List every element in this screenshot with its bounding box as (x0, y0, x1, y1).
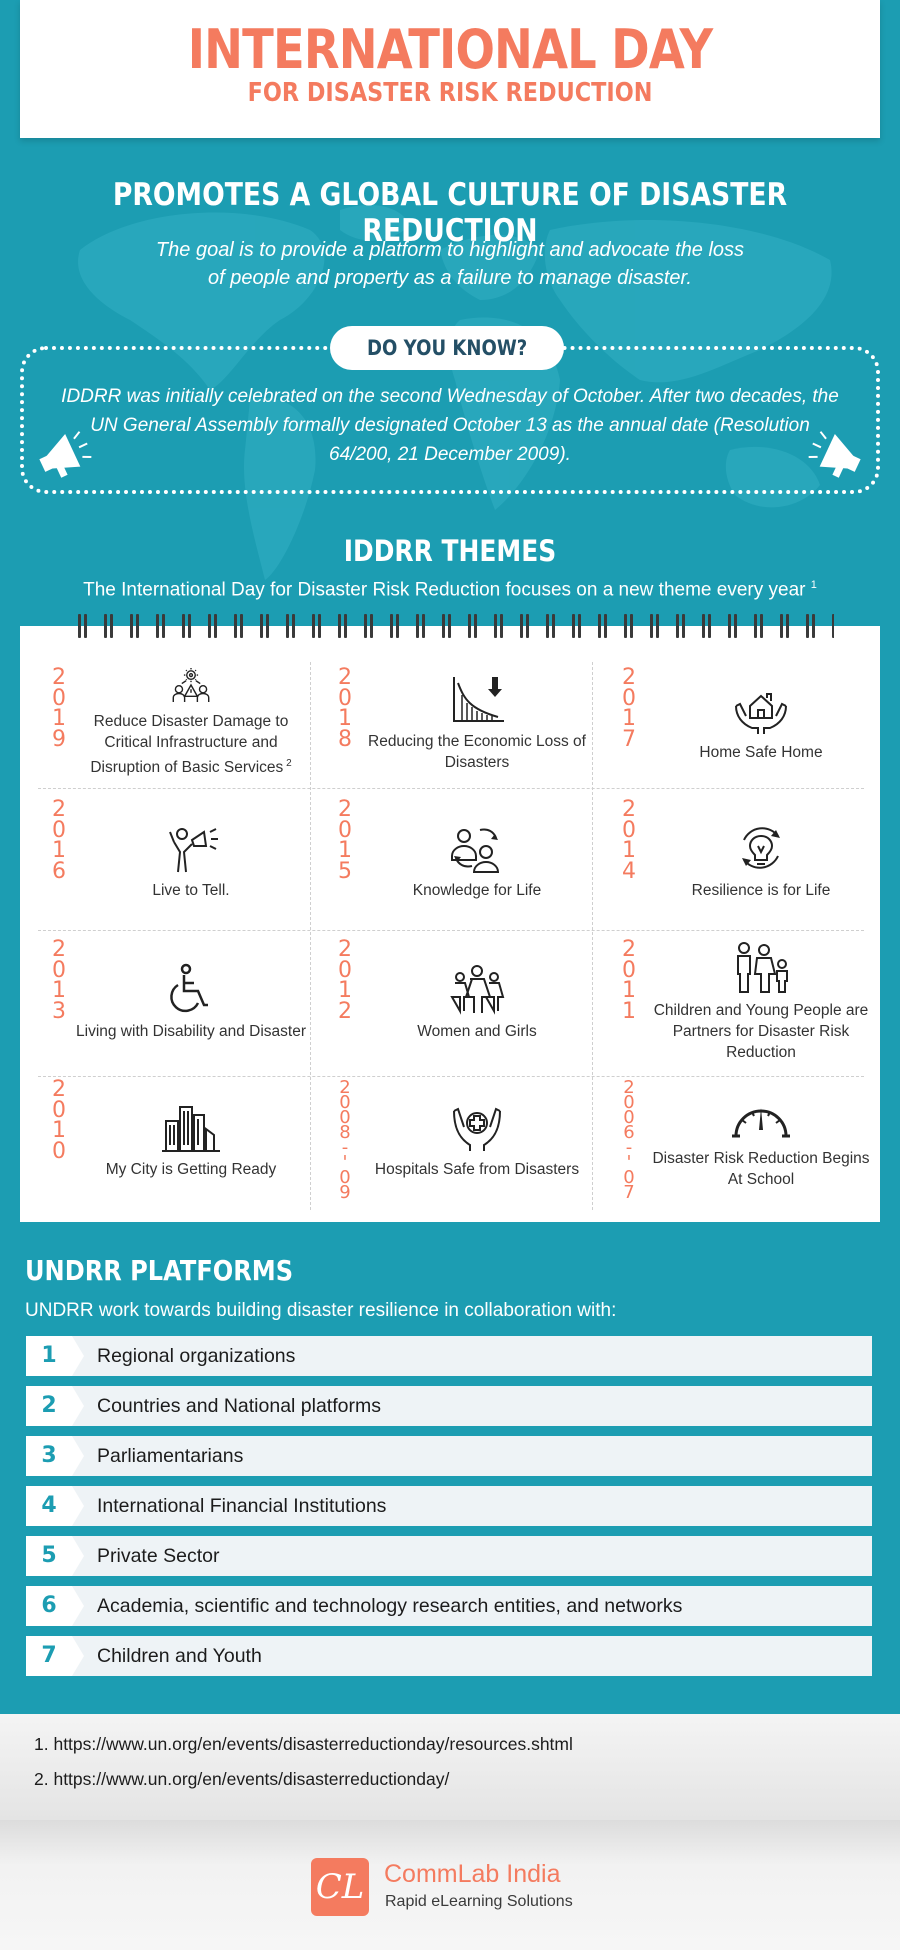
theme-footnote: 2 (283, 757, 292, 769)
theme-label: Reduce Disaster Damage to Critical Infrastructure and Disruption of Basic Services $^2$ (90, 712, 292, 776)
theme-content (362, 1080, 592, 1200)
theme-content (646, 1080, 876, 1200)
platform-number: 5 (26, 1536, 72, 1576)
platform-item (26, 1486, 872, 1526)
theme-label: Women and Girls (417, 1023, 537, 1040)
notebook-spiral-icon (74, 612, 834, 640)
theme-divider (592, 662, 593, 1210)
theme-year: 2 0 1 4 (622, 797, 636, 884)
theme-content (76, 1080, 306, 1200)
chevron-right-icon (72, 1586, 84, 1626)
did-you-know-text: IDDRR was initially celebrated on the second Wednesday of October. After two decades, the UN General Assembly formally designated October 13 as the annual date (Resolution 64/200, 21 December 2009). (61, 386, 839, 465)
theme-content (646, 668, 876, 778)
theme-year: 2 0 1 2 (338, 937, 352, 1024)
platforms-subtitle: UNDRR work towards building disaster resilience in collaboration with: (25, 1300, 617, 1321)
theme-content (76, 668, 306, 778)
theme-label: My City is Getting Ready (105, 1160, 277, 1178)
wheelchair-icon (160, 963, 222, 1015)
theme-label: Hospitals Safe from Disasters (374, 1160, 580, 1178)
platform-item (26, 1436, 872, 1476)
theme-label: Home Safe Home (699, 743, 823, 761)
theme-label: Disaster Risk Reduction Begins At School (652, 1150, 870, 1188)
theme-year: 2 0 0 8 - ' 0 9 (339, 1077, 351, 1203)
theme-content (362, 940, 592, 1065)
theme-label: Reducing the Economic Loss of Disasters (368, 733, 586, 771)
platforms-title: UNDRR PLATFORMS (25, 1254, 294, 1287)
theme-cell-2017 (616, 665, 876, 778)
theme-divider (38, 930, 864, 931)
theme-cell-2019 (46, 665, 306, 778)
theme-cell-2012 (332, 937, 592, 1065)
theme-cell-2014 (616, 797, 876, 922)
platform-label: Parliamentarians (97, 1445, 244, 1467)
theme-year: 2 0 1 7 (622, 665, 636, 752)
chevron-right-icon (72, 1486, 84, 1526)
theme-year: 2 0 1 5 (338, 797, 352, 884)
page-title: INTERNATIONAL DAY (187, 18, 713, 81)
theme-content (76, 800, 306, 922)
theme-year: 2 0 1 6 (52, 797, 66, 884)
platform-number: 1 (26, 1336, 72, 1376)
platform-number: 2 (26, 1386, 72, 1426)
house-in-hands-icon (730, 684, 792, 736)
theme-label: Knowledge for Life (412, 881, 542, 899)
platform-label: Academia, scientific and technology research entities, and networks (97, 1595, 683, 1617)
brand-name: CommLab India (384, 1860, 561, 1888)
promo-text: The goal is to provide a platform to highlight and advocate the loss of people and property as a failure to manage disaster. (155, 239, 745, 289)
theme-cell-2018 (332, 665, 592, 778)
references-section (0, 1714, 900, 1820)
theme-year: 2 0 1 8 (338, 665, 352, 752)
theme-label: Children and Young People are Partners for Disaster Risk Reduction (653, 1002, 869, 1061)
family-icon (730, 942, 792, 994)
platform-item (26, 1586, 872, 1626)
themes-subtitle (0, 579, 900, 601)
theme-year: 2 0 1 0 (52, 1077, 66, 1164)
chevron-right-icon (72, 1336, 84, 1376)
theme-cell-2016 (46, 797, 306, 922)
theme-content (646, 800, 876, 922)
megaphone-icon (34, 428, 96, 482)
theme-cell-2011 (616, 937, 876, 1065)
theme-content (646, 940, 876, 1065)
brand-tagline: Rapid eLearning Solutions (385, 1893, 573, 1910)
platform-item (26, 1636, 872, 1676)
themes-subtitle-footnote: 1 (810, 579, 817, 591)
chevron-right-icon (72, 1536, 84, 1576)
hands-medical-cross-icon (446, 1101, 508, 1153)
platform-label: Regional organizations (97, 1345, 296, 1367)
chevron-right-icon (72, 1636, 84, 1676)
chevron-right-icon (72, 1436, 84, 1476)
platform-number: 3 (26, 1436, 72, 1476)
theme-label: Living with Disability and Disaster (76, 1023, 307, 1040)
infrastructure-gear-people-icon (160, 668, 222, 705)
themes-title: IDDRR THEMES (343, 534, 557, 568)
lightbulb-cycle-icon (730, 822, 792, 874)
reference-link[interactable]: 2. https://www.un.org/en/events/disasterreductionday/ (34, 1769, 450, 1789)
platform-label: Private Sector (97, 1545, 220, 1567)
promo-title: PROMOTES A GLOBAL CULTURE OF DISASTER REDUCTION (112, 177, 788, 249)
did-you-know-label (330, 326, 564, 370)
gauge-icon (730, 1090, 792, 1142)
theme-content (76, 940, 306, 1065)
platform-label: Children and Youth (97, 1645, 262, 1667)
page-subtitle: FOR DISASTER RISK REDUCTION (247, 78, 653, 108)
commlab-logo-icon: CL (311, 1858, 369, 1916)
theme-content (362, 800, 592, 922)
platform-number: 6 (26, 1586, 72, 1626)
platform-label: Countries and National platforms (97, 1395, 381, 1417)
theme-year: 2 0 1 3 (52, 937, 66, 1024)
theme-cell-2013 (46, 937, 307, 1065)
did-you-know-label-text: DO YOU KNOW? (366, 336, 528, 360)
platform-item (26, 1336, 872, 1376)
theme-cell-2015 (332, 797, 592, 922)
theme-content (362, 668, 592, 778)
platform-number: 4 (26, 1486, 72, 1526)
header-card (20, 0, 880, 138)
theme-year: 2 0 1 9 (52, 665, 66, 752)
people-exchange-icon (446, 822, 508, 874)
declining-chart-icon (446, 673, 508, 725)
theme-divider (38, 788, 864, 789)
theme-divider (38, 1076, 864, 1077)
megaphone-icon (804, 428, 866, 482)
theme-divider (310, 662, 311, 1210)
city-buildings-icon (160, 1101, 222, 1153)
platform-number: 7 (26, 1636, 72, 1676)
person-megaphone-icon (160, 822, 222, 874)
platform-item (26, 1536, 872, 1576)
theme-year: 2 0 1 1 (622, 937, 636, 1024)
theme-label: Resilience is for Life (691, 881, 831, 899)
reference-link[interactable]: 1. https://www.un.org/en/events/disasterreductionday/resources.shtml (34, 1734, 573, 1754)
theme-cell-2006-07 (616, 1077, 876, 1203)
theme-cell-2008-09 (332, 1077, 592, 1203)
theme-cell-2010 (46, 1077, 306, 1200)
theme-label: Live to Tell. (152, 881, 230, 899)
chevron-right-icon (72, 1386, 84, 1426)
theme-year: 2 0 0 6 - ' 0 7 (623, 1077, 635, 1203)
platform-item (26, 1386, 872, 1426)
platform-label: International Financial Institutions (97, 1495, 387, 1517)
women-group-icon (446, 963, 508, 1015)
themes-subtitle-text: The International Day for Disaster Risk Reduction focuses on a new theme every year (83, 579, 806, 601)
